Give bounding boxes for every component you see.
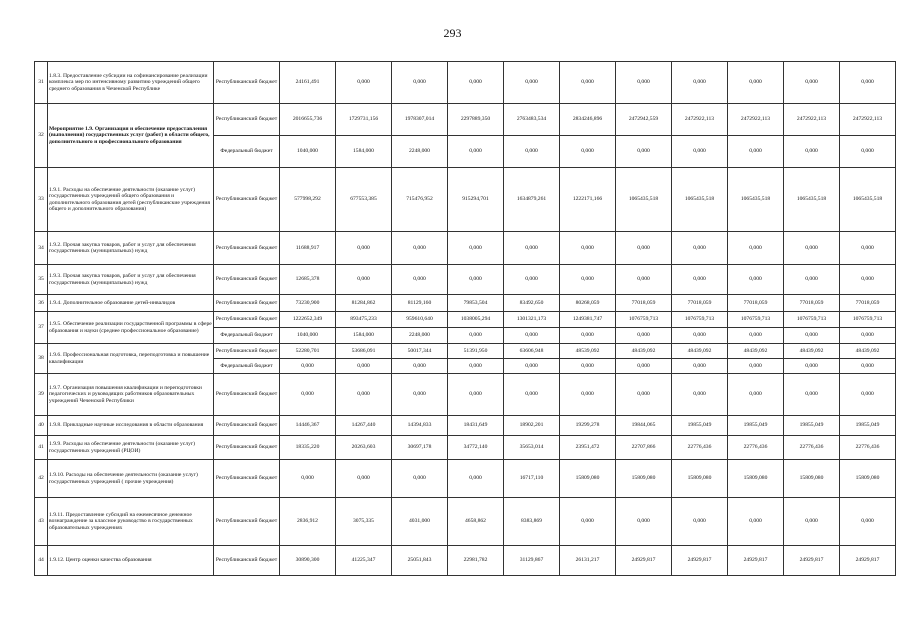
table-row: [35, 168, 896, 232]
measure-name: 1.9.2. Прочая закупка товаров, работ и услуг для обеспечения государственных (муниципальных) нужд: [48, 232, 214, 265]
amount-cell: 1076759,713: [616, 312, 672, 328]
amount-cell: 16717,110: [504, 460, 560, 498]
amount-cell: 0,000: [448, 328, 504, 344]
amount-cell: 25051,843: [392, 546, 448, 576]
funding-source: Республиканский бюджет: [214, 460, 280, 498]
measure-name: 1.9.10. Расходы на обеспечение деятельности (оказание услуг) государственных учреждений ( прочие учреждения): [48, 460, 214, 498]
amount-cell: 1584,000: [336, 328, 392, 344]
amount-cell: 893475,233: [336, 312, 392, 328]
amount-cell: 959610,640: [392, 312, 448, 328]
funding-source: Республиканский бюджет: [214, 546, 280, 576]
amount-cell: 22776,436: [728, 436, 784, 460]
amount-cell: 2248,000: [392, 136, 448, 168]
amount-cell: 23951,472: [560, 436, 616, 460]
row-number: 40: [35, 416, 48, 436]
amount-cell: 2763483,534: [504, 104, 560, 136]
amount-cell: 0,000: [616, 498, 672, 546]
funding-source: Республиканский бюджет: [214, 295, 280, 312]
row-number: 35: [35, 265, 48, 295]
row-number: 44: [35, 546, 48, 576]
amount-cell: 19855,049: [784, 416, 840, 436]
amount-cell: 1038005,294: [448, 312, 504, 328]
amount-cell: 577998,292: [280, 168, 336, 232]
amount-cell: 0,000: [784, 265, 840, 295]
amount-cell: 48439,092: [616, 344, 672, 359]
budget-table: [34, 61, 896, 576]
amount-cell: 0,000: [392, 62, 448, 104]
amount-cell: 1076759,713: [784, 312, 840, 328]
funding-source: Республиканский бюджет: [214, 62, 280, 104]
amount-cell: 2472922,113: [840, 104, 896, 136]
table-row: [35, 312, 896, 328]
amount-cell: 0,000: [448, 265, 504, 295]
amount-cell: 0,000: [280, 359, 336, 374]
amount-cell: 1978307,014: [392, 104, 448, 136]
amount-cell: 51391,950: [448, 344, 504, 359]
row-number: 34: [35, 232, 48, 265]
funding-source: Республиканский бюджет: [214, 416, 280, 436]
amount-cell: 0,000: [448, 359, 504, 374]
amount-cell: 0,000: [840, 265, 896, 295]
table-row: [35, 436, 896, 460]
amount-cell: 1065435,518: [616, 168, 672, 232]
amount-cell: 0,000: [280, 374, 336, 416]
amount-cell: 0,000: [784, 232, 840, 265]
amount-cell: 0,000: [616, 232, 672, 265]
amount-cell: 22776,436: [784, 436, 840, 460]
table-row: [35, 232, 896, 265]
amount-cell: 0,000: [560, 374, 616, 416]
amount-cell: 52280,701: [280, 344, 336, 359]
row-number: 33: [35, 168, 48, 232]
amount-cell: 0,000: [560, 136, 616, 168]
amount-cell: 715476,952: [392, 168, 448, 232]
amount-cell: 18431,649: [448, 416, 504, 436]
amount-cell: 15809,080: [784, 460, 840, 498]
amount-cell: 0,000: [784, 136, 840, 168]
amount-cell: 0,000: [728, 62, 784, 104]
amount-cell: 30697,178: [392, 436, 448, 460]
amount-cell: 0,000: [840, 328, 896, 344]
amount-cell: 0,000: [672, 498, 728, 546]
amount-cell: 41225,347: [336, 546, 392, 576]
row-number: 31: [35, 62, 48, 104]
amount-cell: 0,000: [784, 328, 840, 344]
amount-cell: 4031,000: [392, 498, 448, 546]
amount-cell: 34772,140: [448, 436, 504, 460]
amount-cell: 1076759,713: [728, 312, 784, 328]
amount-cell: 1065435,518: [784, 168, 840, 232]
measure-name: 1.9.6. Профессиональная подготовка, переподготовка и повышение квалификации: [48, 344, 214, 374]
amount-cell: 0,000: [672, 136, 728, 168]
amount-cell: 35653,014: [504, 436, 560, 460]
amount-cell: 12685,378: [280, 265, 336, 295]
measure-name: Мероприятие 1.9. Организация и обеспечение предоставления (выполнения) государственных услуг (работ) в области общего, дополнительного и профессионального образования: [48, 104, 214, 168]
table-row: [35, 344, 896, 359]
amount-cell: 0,000: [728, 359, 784, 374]
amount-cell: 0,000: [504, 359, 560, 374]
amount-cell: 915294,701: [448, 168, 504, 232]
amount-cell: 2834246,896: [560, 104, 616, 136]
amount-cell: 48439,092: [672, 344, 728, 359]
amount-cell: 19299,278: [560, 416, 616, 436]
amount-cell: 0,000: [504, 265, 560, 295]
amount-cell: 0,000: [728, 328, 784, 344]
funding-source: Федеральный бюджет: [214, 359, 280, 374]
amount-cell: 0,000: [392, 232, 448, 265]
amount-cell: 0,000: [840, 232, 896, 265]
amount-cell: 14267,440: [336, 416, 392, 436]
amount-cell: 2248,000: [392, 328, 448, 344]
amount-cell: 0,000: [728, 498, 784, 546]
amount-cell: 19855,049: [672, 416, 728, 436]
row-number: 43: [35, 498, 48, 546]
amount-cell: 81129,160: [392, 295, 448, 312]
amount-cell: 0,000: [728, 265, 784, 295]
amount-cell: 15809,080: [728, 460, 784, 498]
amount-cell: 0,000: [616, 62, 672, 104]
amount-cell: 24929,817: [616, 546, 672, 576]
table-row: [35, 498, 896, 546]
amount-cell: 0,000: [560, 498, 616, 546]
amount-cell: 1076759,713: [672, 312, 728, 328]
amount-cell: 0,000: [448, 460, 504, 498]
amount-cell: 11688,917: [280, 232, 336, 265]
amount-cell: 1040,000: [280, 328, 336, 344]
amount-cell: 2472942,559: [616, 104, 672, 136]
funding-source: Республиканский бюджет: [214, 104, 280, 136]
measure-name: 1.9.3. Прочая закупка товаров, работ и услуг для обеспечения государственных (муниципальных) нужд: [48, 265, 214, 295]
amount-cell: 0,000: [840, 359, 896, 374]
amount-cell: 0,000: [840, 498, 896, 546]
amount-cell: 0,000: [336, 232, 392, 265]
amount-cell: 0,000: [560, 359, 616, 374]
amount-cell: 0,000: [672, 328, 728, 344]
measure-name: 1.9.5. Обеспечение реализации государственной программы в сфере образования и науки (среднее профессиональное образование): [48, 312, 214, 344]
amount-cell: 48539,092: [560, 344, 616, 359]
amount-cell: 0,000: [560, 232, 616, 265]
funding-source: Республиканский бюджет: [214, 168, 280, 232]
amount-cell: 24929,817: [784, 546, 840, 576]
amount-cell: 1249381,747: [560, 312, 616, 328]
amount-cell: 8383,869: [504, 498, 560, 546]
row-number: 38: [35, 344, 48, 374]
amount-cell: 31129,867: [504, 546, 560, 576]
table-row: [35, 416, 896, 436]
amount-cell: 19855,049: [728, 416, 784, 436]
amount-cell: 0,000: [784, 498, 840, 546]
funding-source: Республиканский бюджет: [214, 344, 280, 359]
amount-cell: 22707,866: [616, 436, 672, 460]
amount-cell: 14394,833: [392, 416, 448, 436]
amount-cell: 0,000: [504, 232, 560, 265]
measure-name: 1.9.4. Дополнительное образование детей-инвалидов: [48, 295, 214, 312]
amount-cell: 0,000: [840, 136, 896, 168]
amount-cell: 0,000: [728, 374, 784, 416]
amount-cell: 2472922,113: [784, 104, 840, 136]
amount-cell: 48439,092: [784, 344, 840, 359]
amount-cell: 0,000: [504, 374, 560, 416]
amount-cell: 2836,912: [280, 498, 336, 546]
amount-cell: 0,000: [784, 374, 840, 416]
table-row: [35, 104, 896, 136]
amount-cell: 2472922,113: [728, 104, 784, 136]
amount-cell: 0,000: [728, 136, 784, 168]
amount-cell: 22981,782: [448, 546, 504, 576]
funding-source: Республиканский бюджет: [214, 312, 280, 328]
amount-cell: 22776,436: [840, 436, 896, 460]
amount-cell: 50017,344: [392, 344, 448, 359]
amount-cell: 0,000: [336, 359, 392, 374]
amount-cell: 15809,080: [840, 460, 896, 498]
amount-cell: 83492,650: [504, 295, 560, 312]
amount-cell: 0,000: [560, 328, 616, 344]
amount-cell: 0,000: [504, 136, 560, 168]
amount-cell: 24929,817: [840, 546, 896, 576]
funding-source: Республиканский бюджет: [214, 232, 280, 265]
funding-source: Республиканский бюджет: [214, 265, 280, 295]
table-row: [35, 62, 896, 104]
amount-cell: 0,000: [448, 136, 504, 168]
amount-cell: 0,000: [280, 460, 336, 498]
funding-source: Федеральный бюджет: [214, 136, 280, 168]
measure-name: 1.9.9. Расходы на обеспечение деятельности (оказание услуг) государственных учреждений (РЦОИ): [48, 436, 214, 460]
amount-cell: 19844,065: [616, 416, 672, 436]
amount-cell: 0,000: [504, 328, 560, 344]
amount-cell: 63606,948: [504, 344, 560, 359]
amount-cell: 0,000: [672, 62, 728, 104]
row-number: 42: [35, 460, 48, 498]
amount-cell: 0,000: [616, 328, 672, 344]
amount-cell: 77018,059: [728, 295, 784, 312]
amount-cell: 2016655,736: [280, 104, 336, 136]
amount-cell: 0,000: [672, 374, 728, 416]
amount-cell: 1065435,518: [728, 168, 784, 232]
amount-cell: 0,000: [616, 374, 672, 416]
amount-cell: 1076759,713: [840, 312, 896, 328]
measure-name: 1.9.1. Расходы на обеспечение деятельности (оказание услуг) государственных учреждений общего образования и дополнительного образования детей (республиканские учреждения общего и дополнительного образования): [48, 168, 214, 232]
funding-source: Республиканский бюджет: [214, 498, 280, 546]
amount-cell: 2472922,113: [672, 104, 728, 136]
amount-cell: 0,000: [784, 62, 840, 104]
amount-cell: 77018,059: [616, 295, 672, 312]
amount-cell: 0,000: [336, 460, 392, 498]
amount-cell: 22776,436: [672, 436, 728, 460]
table-row: [35, 265, 896, 295]
amount-cell: 0,000: [672, 265, 728, 295]
row-number: 37: [35, 312, 48, 344]
amount-cell: 19855,049: [840, 416, 896, 436]
row-number: 41: [35, 436, 48, 460]
amount-cell: 77018,059: [672, 295, 728, 312]
funding-source: Республиканский бюджет: [214, 374, 280, 416]
amount-cell: 0,000: [616, 136, 672, 168]
amount-cell: 2297889,350: [448, 104, 504, 136]
amount-cell: 0,000: [840, 62, 896, 104]
amount-cell: 73230,900: [280, 295, 336, 312]
amount-cell: 81284,862: [336, 295, 392, 312]
amount-cell: 53686,091: [336, 344, 392, 359]
amount-cell: 1222652,349: [280, 312, 336, 328]
amount-cell: 4658,862: [448, 498, 504, 546]
amount-cell: 0,000: [336, 62, 392, 104]
amount-cell: 18335,220: [280, 436, 336, 460]
amount-cell: 18902,201: [504, 416, 560, 436]
amount-cell: 1584,000: [336, 136, 392, 168]
funding-source: Республиканский бюджет: [214, 436, 280, 460]
amount-cell: 48439,092: [728, 344, 784, 359]
measure-name: 1.9.11. Предоставление субсидий на ежемесячное денежное вознаграждение за классное руководство в государственных образовательных учреждениях: [48, 498, 214, 546]
amount-cell: 24929,817: [728, 546, 784, 576]
amount-cell: 0,000: [560, 265, 616, 295]
amount-cell: 1222171,166: [560, 168, 616, 232]
amount-cell: 26131,217: [560, 546, 616, 576]
amount-cell: 0,000: [392, 460, 448, 498]
amount-cell: 3075,335: [336, 498, 392, 546]
amount-cell: 0,000: [392, 265, 448, 295]
amount-cell: 77018,059: [784, 295, 840, 312]
amount-cell: 1301321,173: [504, 312, 560, 328]
amount-cell: 0,000: [616, 359, 672, 374]
amount-cell: 48439,092: [840, 344, 896, 359]
amount-cell: 1634879,261: [504, 168, 560, 232]
amount-cell: 0,000: [336, 374, 392, 416]
amount-cell: 79853,504: [448, 295, 504, 312]
measure-name: 1.9.12. Центр оценки качества образования: [48, 546, 214, 576]
table-row: [35, 374, 896, 416]
table-row: [35, 460, 896, 498]
amount-cell: 24929,817: [672, 546, 728, 576]
amount-cell: 1040,000: [280, 136, 336, 168]
amount-cell: 0,000: [560, 62, 616, 104]
amount-cell: 0,000: [784, 359, 840, 374]
amount-cell: 14446,367: [280, 416, 336, 436]
amount-cell: 15809,080: [560, 460, 616, 498]
amount-cell: 0,000: [672, 359, 728, 374]
amount-cell: 0,000: [392, 374, 448, 416]
amount-cell: 20263,603: [336, 436, 392, 460]
amount-cell: 0,000: [392, 359, 448, 374]
amount-cell: 15809,080: [672, 460, 728, 498]
amount-cell: 0,000: [448, 62, 504, 104]
amount-cell: 15809,080: [616, 460, 672, 498]
amount-cell: 0,000: [840, 374, 896, 416]
amount-cell: 0,000: [616, 265, 672, 295]
amount-cell: 77018,059: [840, 295, 896, 312]
amount-cell: 0,000: [448, 232, 504, 265]
amount-cell: 0,000: [336, 265, 392, 295]
measure-name: 1.9.7. Организация повышения квалификации и переподготовки педагогических и руководящих работников образовательных учреждений Чеченской Республики: [48, 374, 214, 416]
table-row: [35, 295, 896, 312]
page-number: 293: [443, 26, 462, 40]
measure-name: 1.9.8. Прикладные научные исследования в области образования: [48, 416, 214, 436]
amount-cell: 1065435,518: [840, 168, 896, 232]
amount-cell: 1065435,518: [672, 168, 728, 232]
amount-cell: 24161,491: [280, 62, 336, 104]
measure-name: 1.8.3. Предоставление субсидии на софинансирование реализации комплекса мер по интенсивному развитию учреждений общего среднего образования в Чеченской Республике: [48, 62, 214, 104]
funding-source: Федеральный бюджет: [214, 328, 280, 344]
amount-cell: 0,000: [448, 374, 504, 416]
table-row: [35, 546, 896, 576]
row-number: 32: [35, 104, 48, 168]
amount-cell: 0,000: [672, 232, 728, 265]
amount-cell: 1729731,156: [336, 104, 392, 136]
amount-cell: 80268,059: [560, 295, 616, 312]
row-number: 36: [35, 295, 48, 312]
amount-cell: 0,000: [504, 62, 560, 104]
amount-cell: 677553,385: [336, 168, 392, 232]
amount-cell: 30890,300: [280, 546, 336, 576]
amount-cell: 0,000: [728, 232, 784, 265]
row-number: 39: [35, 374, 48, 416]
